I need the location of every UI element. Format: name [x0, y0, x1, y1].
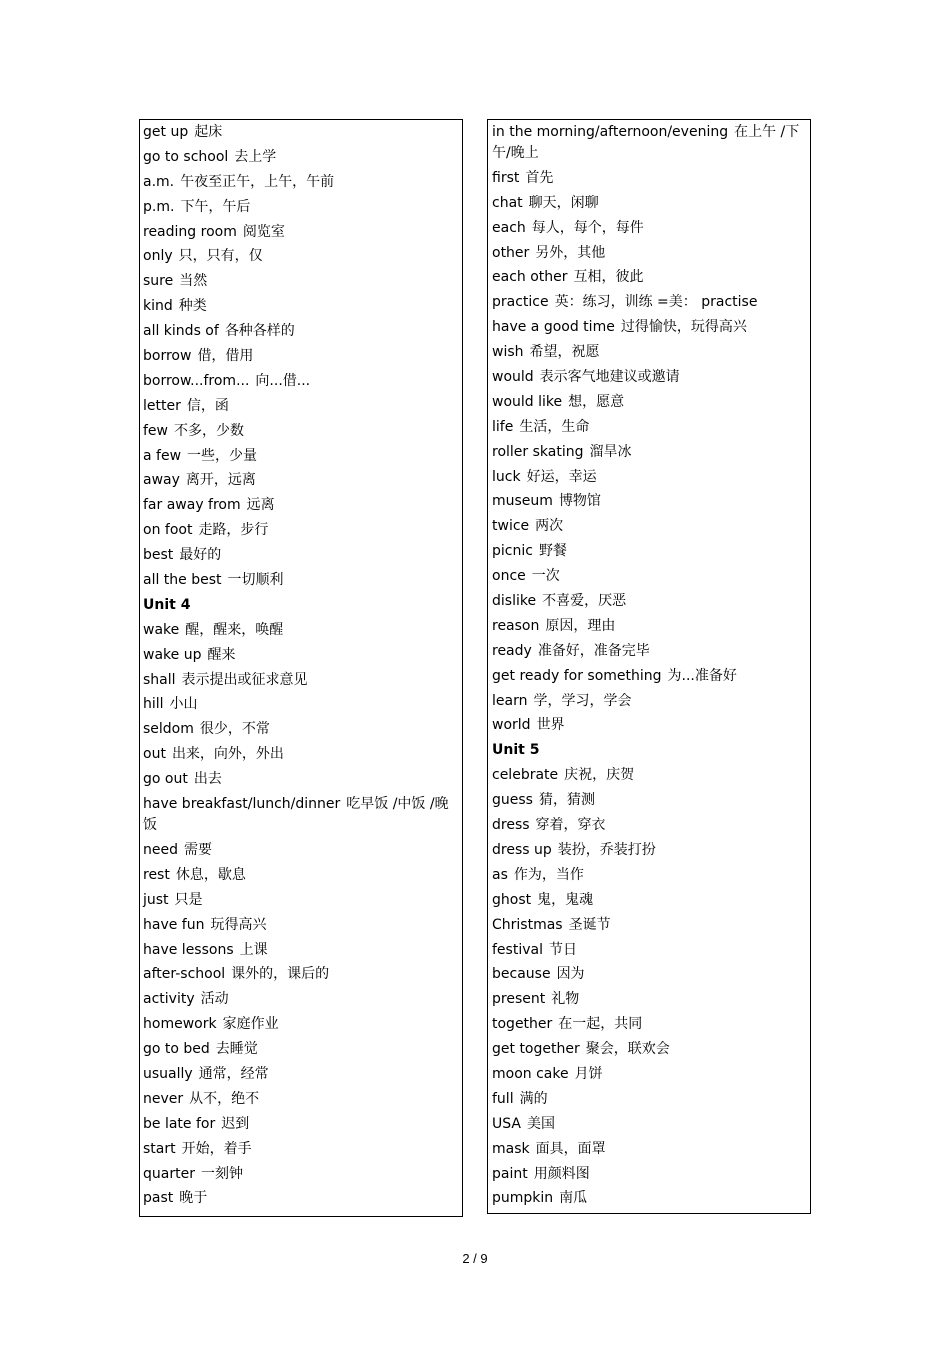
unit-title: Unit 4: [143, 596, 191, 613]
vocab-word: USA: [492, 1115, 521, 1132]
vocab-meaning: 通常，经常: [198, 1065, 269, 1082]
vocab-meaning: 博物馆: [558, 493, 601, 510]
vocab-meaning: 好运，幸运: [526, 468, 597, 485]
vocab-word: all kinds of: [143, 323, 219, 340]
vocab-entry: [143, 321, 459, 342]
vocab-word: world: [492, 717, 531, 734]
vocab-meaning: 不多，少数: [174, 422, 244, 439]
vocab-meaning: 最好的: [179, 547, 222, 564]
vocab-meaning: 庆祝，庆贺: [564, 767, 635, 784]
vocab-meaning: 南瓜: [559, 1190, 588, 1207]
vocab-meaning: 不喜爱，厌恶: [542, 593, 627, 610]
vocab-meaning: 一次: [531, 568, 560, 585]
vocab-meaning: 表示提出或征求意见: [181, 671, 308, 688]
vocab-entry: [143, 371, 459, 392]
vocab-entry: [143, 1139, 459, 1160]
vocab-meaning: 当然: [179, 273, 208, 290]
vocab-word: hill: [143, 696, 164, 713]
vocab-word: luck: [492, 468, 521, 485]
vocab-word: festival: [492, 941, 543, 958]
vocab-meaning: 猜，猜测: [538, 792, 595, 809]
vocab-entry: [492, 964, 807, 985]
vocab-meaning: 走路，步行: [198, 522, 269, 539]
vocab-entry: [143, 719, 459, 740]
vocab-entry: [492, 467, 807, 488]
vocab-entry: [492, 1164, 807, 1185]
vocab-word: have a good time: [492, 319, 615, 336]
vocab-meaning: 为...准备好: [667, 667, 737, 684]
vocab-entry: [492, 342, 807, 363]
vocab-word: on foot: [143, 522, 193, 539]
vocab-word: as: [492, 866, 508, 883]
vocab-word: moon cake: [492, 1065, 569, 1082]
vocab-word: seldom: [143, 721, 194, 738]
vocab-meaning: 下午，午后: [180, 198, 251, 215]
vocab-meaning: 出来，向外，外出: [171, 746, 284, 763]
vocab-meaning: 在上午 /下午/晚上: [492, 124, 800, 161]
vocab-word: roller skating: [492, 443, 584, 460]
vocab-word: paint: [492, 1165, 528, 1182]
vocab-word: few: [143, 422, 168, 439]
vocab-word: away: [143, 472, 180, 489]
vocab-entry: [492, 417, 807, 438]
vocab-entry: [492, 915, 807, 936]
vocab-entry: [143, 645, 459, 666]
vocab-word: would: [492, 369, 534, 386]
vocab-meaning: 只是: [174, 891, 203, 908]
vocab-entry: [492, 989, 807, 1010]
vocab-word: pumpkin: [492, 1190, 554, 1207]
vocab-entry: [492, 1039, 807, 1060]
vocab-word: get up: [143, 124, 189, 140]
vocab-meaning: 阅览室: [242, 223, 285, 240]
vocab-word: ready: [492, 642, 532, 659]
vocab-meaning: 世界: [536, 717, 565, 734]
vocab-entry: [492, 541, 807, 562]
vocab-meaning: 信，函: [186, 397, 229, 414]
vocab-word: practice: [492, 294, 549, 311]
vocab-entry: [143, 865, 459, 886]
vocab-meaning: 生活，生命: [519, 418, 590, 435]
vocab-word: wake up: [143, 646, 202, 663]
vocab-entry: [143, 1039, 459, 1060]
vocab-entry: [143, 421, 459, 442]
vocab-meaning: 一刻钟: [200, 1165, 243, 1182]
vocab-meaning: 面具，面罩: [535, 1140, 606, 1157]
vocab-meaning: 从不，绝不: [189, 1090, 260, 1107]
vocab-meaning: 溜旱冰: [589, 443, 632, 460]
vocab-meaning: 小山: [169, 696, 198, 713]
vocab-word: life: [492, 418, 514, 435]
vocab-entry: [143, 446, 459, 467]
vocab-meaning: 醒来: [207, 646, 236, 663]
vocab-column-right: [487, 119, 811, 1214]
vocab-meaning: 借，借用: [197, 348, 254, 365]
vocab-entry: [143, 246, 459, 267]
vocab-word: best: [143, 547, 174, 564]
vocab-entry: [143, 1014, 459, 1035]
vocab-meaning: 课外的，课后的: [231, 966, 330, 983]
vocab-meaning: 出去: [193, 771, 222, 788]
vocab-word: out: [143, 746, 166, 763]
vocab-word: because: [492, 966, 551, 983]
vocab-word: full: [492, 1090, 514, 1107]
vocab-word: never: [143, 1090, 184, 1107]
vocab-entry: [492, 566, 807, 587]
vocab-entry: [143, 520, 459, 541]
vocab-word: dislike: [492, 593, 537, 610]
vocab-word: just: [143, 891, 169, 908]
vocab-meaning: 开始，着手: [181, 1140, 252, 1157]
vocab-entry: [492, 691, 807, 712]
vocab-word: kind: [143, 298, 173, 315]
vocab-word: guess: [492, 792, 533, 809]
vocab-word: dress: [492, 817, 530, 834]
vocab-entry: [492, 218, 807, 239]
vocab-word: get together: [492, 1041, 580, 1058]
vocab-word: learn: [492, 692, 528, 709]
vocab-meaning: 礼物: [551, 991, 580, 1008]
vocab-word: rest: [143, 866, 170, 883]
vocab-entry: [492, 1064, 807, 1085]
vocab-word: all the best: [143, 572, 222, 589]
vocab-entry: [492, 516, 807, 537]
vocab-meaning: 去上学: [234, 148, 277, 165]
vocab-meaning: 晚于: [179, 1190, 208, 1207]
vocab-word: once: [492, 568, 526, 585]
vocab-entry: [143, 545, 459, 566]
vocab-entry: [143, 122, 459, 143]
vocab-entry: [143, 172, 459, 193]
vocab-entry: [492, 666, 807, 687]
vocab-meaning: 互相，彼此: [573, 269, 644, 286]
vocab-meaning: 装扮，乔装打扮: [557, 841, 656, 858]
vocab-entry: [143, 570, 459, 591]
vocab-entry: [492, 940, 807, 961]
vocab-word: go to bed: [143, 1041, 210, 1058]
vocab-entry: [143, 940, 459, 961]
vocab-meaning: 上课: [239, 941, 268, 958]
vocab-meaning: 首先: [525, 169, 554, 186]
vocab-word: quarter: [143, 1165, 195, 1182]
vocab-word: dress up: [492, 841, 552, 858]
vocab-word: a few: [143, 447, 182, 464]
vocab-entry: [143, 915, 459, 936]
vocab-word: go out: [143, 771, 188, 788]
vocab-meaning: 想，愿意: [568, 393, 625, 410]
vocab-word: in the morning/afternoon/evening: [492, 124, 729, 140]
vocab-word: borrow: [143, 348, 192, 365]
vocab-entry: [492, 1188, 807, 1209]
vocab-word: celebrate: [492, 767, 559, 784]
vocab-word: get ready for something: [492, 667, 662, 684]
vocab-entry: [143, 989, 459, 1010]
vocab-word: mask: [492, 1140, 530, 1157]
vocab-entry: [492, 392, 807, 413]
vocab-meaning: 鬼，鬼魂: [537, 891, 594, 908]
vocab-entry: [492, 641, 807, 662]
vocab-meaning: 需要: [184, 841, 212, 858]
vocab-entry: [143, 744, 459, 765]
vocab-word: chat: [492, 194, 523, 211]
vocab-meaning: 只，只有，仅: [178, 248, 263, 265]
vocab-word: together: [492, 1016, 553, 1033]
vocab-meaning: 离开，远离: [185, 472, 256, 489]
vocab-word: a.m.: [143, 173, 175, 190]
unit-heading: [492, 740, 807, 761]
vocab-word: go to school: [143, 148, 229, 165]
vocab-word: ghost: [492, 891, 532, 908]
vocab-entry: [143, 396, 459, 417]
vocab-word: activity: [143, 991, 195, 1008]
vocab-meaning: 穿着，穿衣: [535, 817, 606, 834]
vocab-meaning: 英：练习，训练 =美： practise: [554, 294, 758, 311]
vocab-meaning: 休息，歇息: [175, 866, 246, 883]
vocab-meaning: 起床: [194, 124, 223, 140]
vocab-entry: [143, 964, 459, 985]
vocab-meaning: 远离: [246, 497, 275, 514]
vocab-meaning: 迟到: [221, 1115, 250, 1132]
vocab-meaning: 学，学习，学会: [533, 692, 632, 709]
vocab-entry: [492, 765, 807, 786]
vocab-entry: [492, 840, 807, 861]
vocab-word: after-school: [143, 966, 226, 983]
vocab-word: other: [492, 244, 530, 261]
vocab-column-left: [139, 119, 463, 1217]
vocab-entry: [143, 1089, 459, 1110]
vocab-entry: [143, 346, 459, 367]
vocab-meaning: 作为，当作: [513, 866, 584, 883]
vocab-word: be late for: [143, 1115, 216, 1132]
vocab-meaning: 醒，醒来，唤醒: [185, 621, 284, 638]
vocab-entry: [492, 616, 807, 637]
vocab-meaning: 美国: [526, 1115, 555, 1132]
vocab-word: far away from: [143, 497, 241, 514]
vocab-word: Christmas: [492, 916, 563, 933]
vocab-entry: [492, 317, 807, 338]
vocab-entry: [143, 222, 459, 243]
vocab-word: each other: [492, 269, 568, 286]
vocab-entry: [143, 769, 459, 790]
vocab-word: sure: [143, 273, 174, 290]
vocab-entry: [143, 1188, 459, 1209]
vocab-meaning: 去睡觉: [215, 1041, 258, 1058]
vocab-entry: [492, 591, 807, 612]
vocab-entry: [492, 168, 807, 189]
vocab-meaning: 一些，少量: [187, 447, 258, 464]
vocab-entry: [143, 1064, 459, 1085]
vocab-word: picnic: [492, 543, 533, 560]
vocab-entry: [492, 193, 807, 214]
vocab-word: wake: [143, 621, 180, 638]
vocab-entry: [143, 794, 459, 836]
vocab-meaning: 希望，祝愿: [529, 344, 600, 361]
vocab-entry: [492, 815, 807, 836]
vocab-meaning: 玩得高兴: [210, 916, 267, 933]
vocab-meaning: 另外，其他: [535, 244, 606, 261]
vocab-entry: [143, 670, 459, 691]
vocab-entry: [492, 1089, 807, 1110]
vocab-entry: [143, 147, 459, 168]
vocab-word: shall: [143, 671, 176, 688]
vocab-entry: [143, 1114, 459, 1135]
vocab-meaning: 向...借...: [255, 372, 311, 389]
vocab-word: usually: [143, 1065, 193, 1082]
vocab-entry: [143, 890, 459, 911]
vocab-entry: [492, 890, 807, 911]
vocab-meaning: 聚会，联欢会: [585, 1041, 670, 1058]
vocab-entry: [143, 1164, 459, 1185]
vocab-meaning: 两次: [535, 518, 564, 535]
vocab-meaning: 满的: [519, 1090, 548, 1107]
vocab-meaning: 表示客气地建议或邀请: [539, 369, 680, 386]
vocab-word: reason: [492, 617, 540, 634]
vocab-entry: [492, 790, 807, 811]
vocab-entry: [492, 267, 807, 288]
vocab-meaning: 在一起，共同: [558, 1016, 643, 1033]
page-number: 2 / 9: [462, 1251, 488, 1266]
vocab-entry: [492, 1139, 807, 1160]
vocab-meaning: 种类: [178, 298, 207, 315]
vocab-entry: [143, 694, 459, 715]
vocab-meaning: 圣诞节: [568, 916, 611, 933]
vocab-word: twice: [492, 518, 530, 535]
vocab-word: present: [492, 991, 546, 1008]
vocab-meaning: 聊天，闲聊: [528, 194, 599, 211]
vocab-word: have lessons: [143, 941, 234, 958]
vocab-entry: [492, 715, 807, 736]
vocab-word: museum: [492, 493, 553, 510]
vocab-meaning: 因为: [556, 966, 585, 983]
vocab-word: would like: [492, 393, 563, 410]
vocab-word: wish: [492, 344, 524, 361]
vocab-word: homework: [143, 1016, 217, 1033]
vocab-meaning: 准备好，准备完毕: [537, 642, 650, 659]
vocab-word: p.m.: [143, 198, 175, 215]
vocab-meaning: 野餐: [538, 543, 567, 560]
vocab-entry: [143, 840, 459, 861]
vocab-entry: [492, 243, 807, 264]
vocab-word: have fun: [143, 916, 205, 933]
vocab-meaning: 很少，不常: [199, 721, 270, 738]
vocab-word: start: [143, 1140, 176, 1157]
vocab-entry: [143, 620, 459, 641]
vocab-entry: [143, 296, 459, 317]
vocab-entry: [143, 470, 459, 491]
vocab-entry: [492, 292, 807, 313]
vocab-meaning: 过得愉快，玩得高兴: [620, 319, 747, 336]
vocab-entry: [492, 442, 807, 463]
vocab-meaning: 节日: [548, 941, 577, 958]
vocab-word: borrow...from...: [143, 372, 250, 389]
vocab-word: each: [492, 219, 526, 236]
unit-title: Unit 5: [492, 742, 540, 759]
vocab-entry: [143, 197, 459, 218]
vocab-entry: [143, 495, 459, 516]
vocab-meaning: 家庭作业: [222, 1016, 279, 1033]
vocab-entry: [492, 122, 807, 164]
vocab-entry: [492, 367, 807, 388]
vocab-word: past: [143, 1190, 174, 1207]
vocab-entry: [492, 865, 807, 886]
vocab-entry: [143, 271, 459, 292]
vocab-meaning: 一切顺利: [227, 572, 284, 589]
vocab-word: first: [492, 169, 520, 186]
vocab-word: need: [143, 841, 178, 858]
vocab-meaning: 原因，理由: [545, 617, 616, 634]
vocab-meaning: 每人，每个，每件: [531, 219, 644, 236]
vocab-meaning: 午夜至正午，上午，午前: [180, 173, 335, 190]
vocab-meaning: 月饼: [574, 1065, 603, 1082]
vocab-word: letter: [143, 397, 181, 414]
vocab-meaning: 用颜料图: [533, 1165, 590, 1182]
vocab-word: only: [143, 248, 173, 265]
unit-heading: [143, 595, 459, 616]
vocab-word: have breakfast/lunch/dinner: [143, 796, 341, 813]
vocab-entry: [492, 1114, 807, 1135]
vocab-entry: [492, 491, 807, 512]
vocab-meaning: 各种各样的: [224, 323, 295, 340]
vocab-word: reading room: [143, 223, 237, 240]
vocab-entry: [492, 1014, 807, 1035]
vocab-meaning: 吃早饭 /中饭 /晚饭: [143, 796, 449, 834]
vocab-meaning: 活动: [200, 991, 229, 1008]
